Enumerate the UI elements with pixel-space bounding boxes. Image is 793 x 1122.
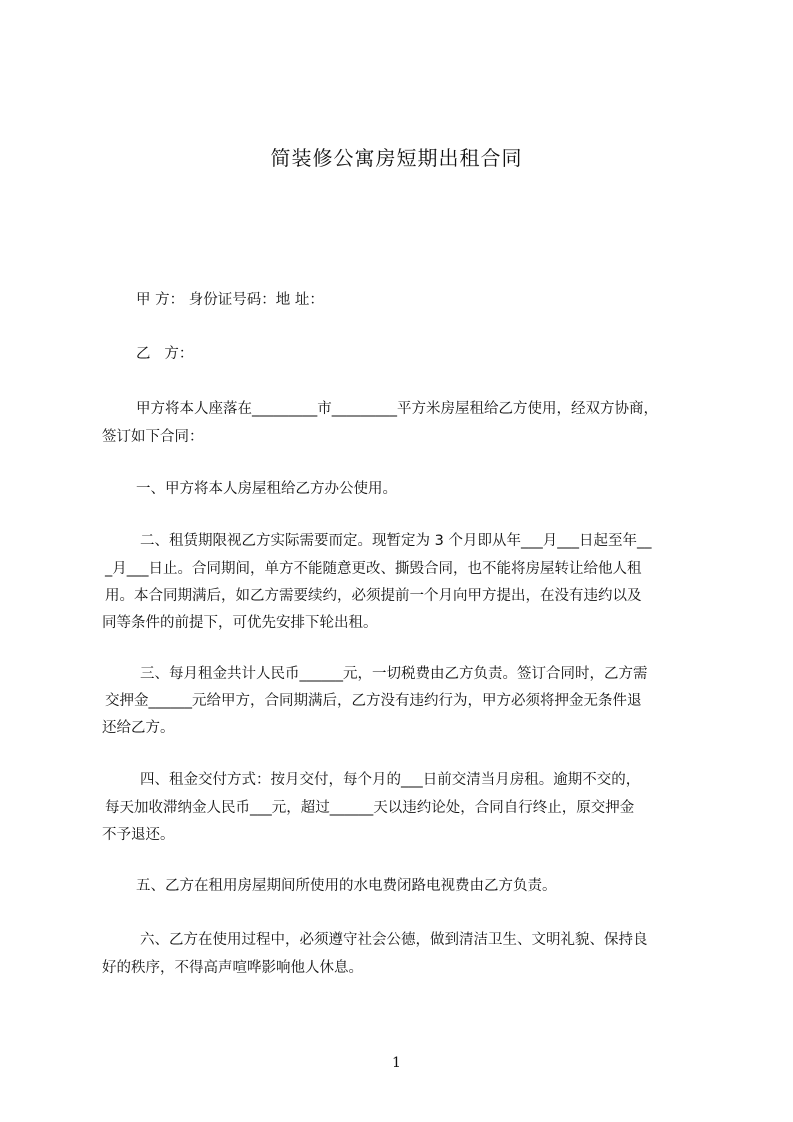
party-a-line: 甲 方： 身份证号码：地 址： (136, 292, 324, 308)
clause-1-line: 一、甲方将本人房屋租给乙方办公使用。 (136, 481, 397, 497)
clause-3-line: 还给乙方。 (102, 720, 175, 736)
intro-paragraph-line: 签订如下合同： (102, 429, 204, 445)
party-b-line: 乙 方： (136, 346, 194, 362)
clause-4-line: 每天加收滞纳金人民币___元，超过______天以违约论处，合同自行终止，原交押金 (105, 800, 635, 816)
clause-2-line: 二、租赁期限视乙方实际需要而定。现暂定为 3 个月即从年___月___日起至年__ (140, 533, 652, 549)
clause-5-line: 五、乙方在租用房屋期间所使用的水电费闭路电视费由乙方负责。 (136, 878, 557, 894)
clause-2-line: 用。本合同期满后，如乙方需要续约，必须提前一个月向甲方提出，在没有违约以及 (105, 588, 642, 604)
clause-2-line: 同等条件的前提下，可优先安排下轮出租。 (102, 615, 378, 631)
contract-title: 简装修公寓房短期出租合同 (270, 146, 523, 170)
page-number: 1 (392, 1055, 401, 1071)
clause-4-line: 不予退还。 (102, 827, 175, 843)
clause-3-line: 交押金______元给甲方，合同期满后，乙方没有违约行为，甲方必须将押金无条件退 (105, 693, 642, 709)
intro-paragraph-line: 甲方将本人座落在_________市_________平方米房屋租给乙方使用，经双方协商， (136, 401, 658, 417)
clause-6-line: 好的秩序，不得高声喧哗影响他人休息。 (102, 960, 363, 976)
clause-3-line: 三、每月租金共计人民币______元，一切税费由乙方负责。签订合同时，乙方需 (140, 666, 648, 682)
clause-4-line: 四、租金交付方式：按月交付，每个月的___日前交清当月房租。逾期不交的， (140, 772, 641, 788)
clause-2-line: _月___日止。合同期间，单方不能随意更改、撕毁合同，也不能将房屋转让给他人租 (105, 561, 642, 577)
clause-6-line: 六、乙方在使用过程中，必须遵守社会公德，做到清洁卫生、文明礼貌、保持良 (140, 932, 648, 948)
